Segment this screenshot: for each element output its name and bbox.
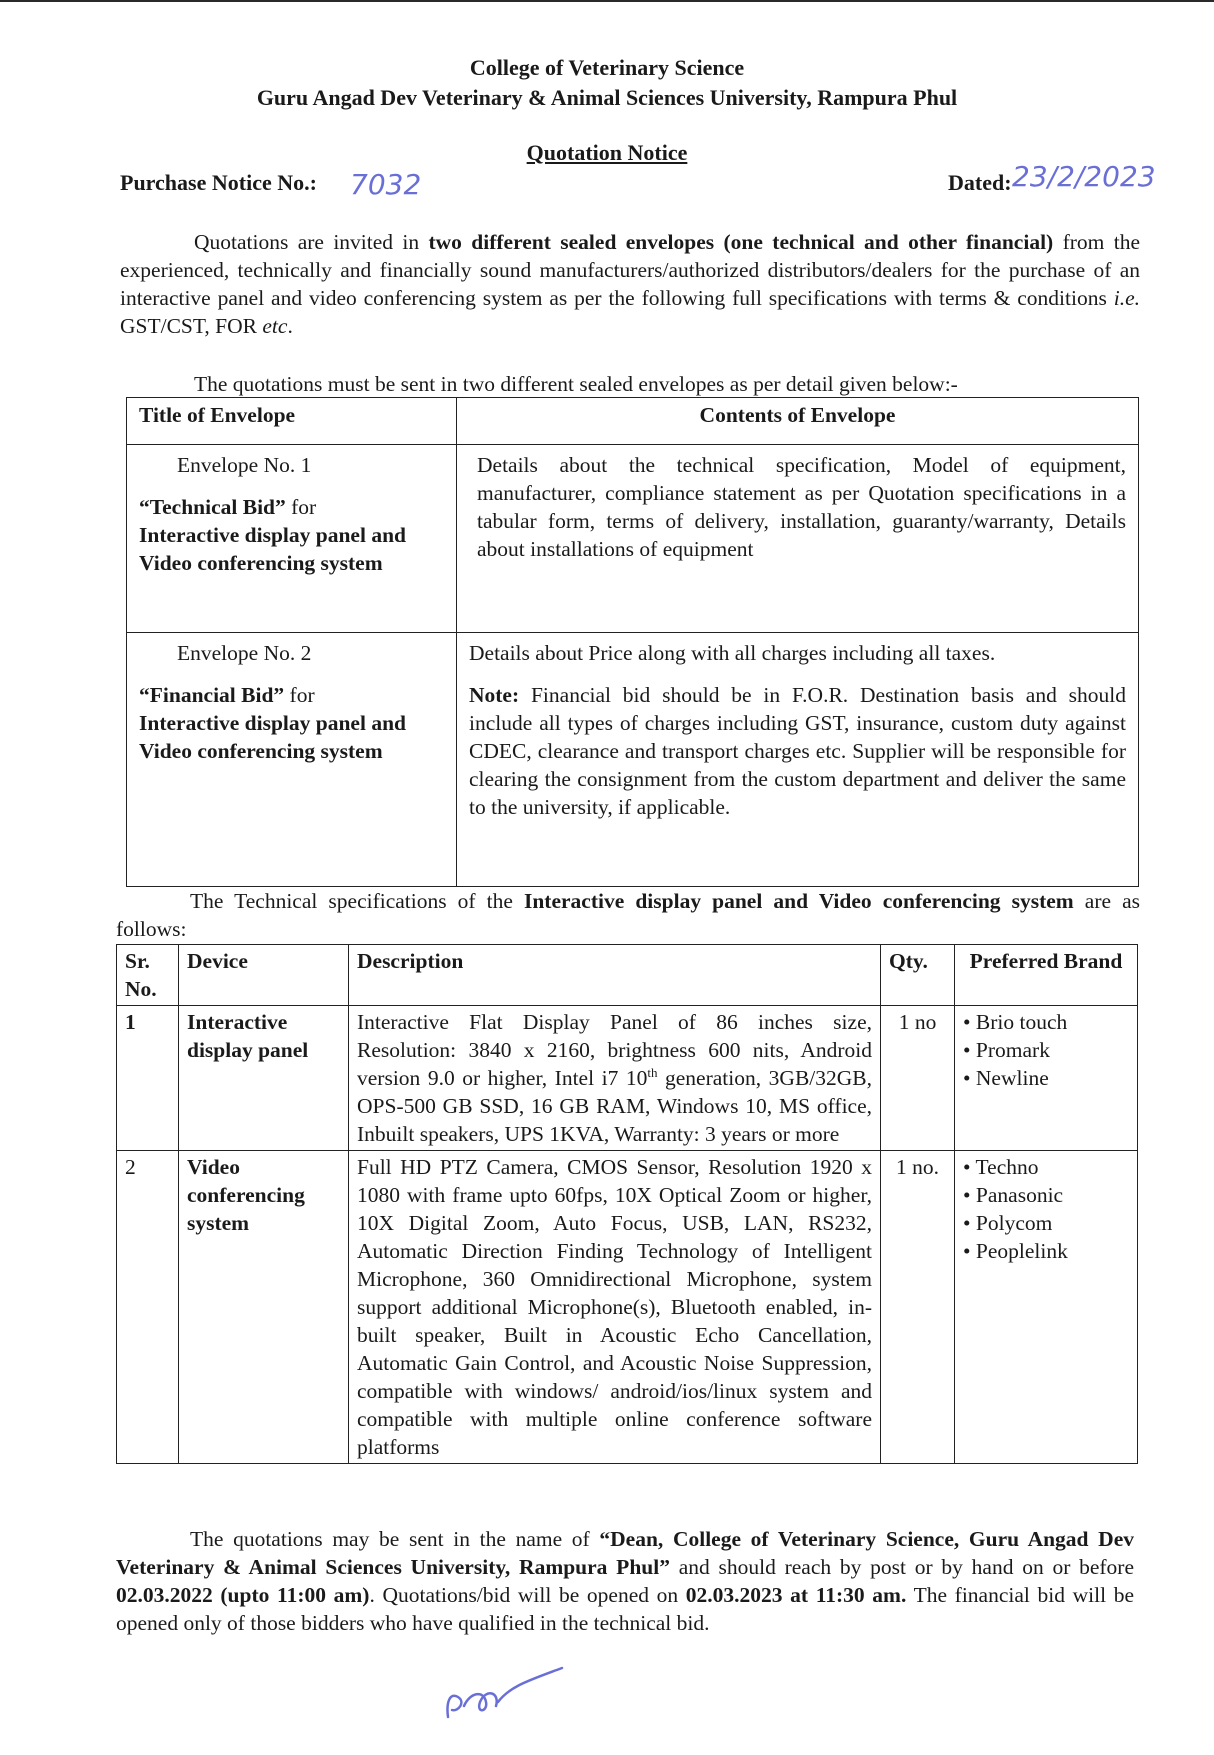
- notice-title: Quotation Notice: [526, 140, 688, 165]
- bid-item: Interactive display panel and Video conferencing system: [139, 523, 406, 575]
- spec-table-header: [117, 945, 1138, 1006]
- list-item: • Techno: [963, 1153, 1129, 1181]
- envelope-number: Envelope No. 1: [177, 453, 312, 477]
- purchase-notice-label: Purchase Notice No.:: [120, 170, 317, 195]
- dated-label: Dated:: [948, 170, 1012, 195]
- sr-cell: 2: [117, 1151, 179, 1464]
- col-title-of-envelope: Title of Envelope: [127, 398, 457, 445]
- table-row: [127, 445, 1139, 633]
- brand-cell: [955, 1006, 1138, 1151]
- device-cell: Interactive display panel: [179, 1006, 349, 1151]
- col-preferred-brand: Preferred Brand: [955, 945, 1138, 1006]
- col-device: Device: [179, 945, 349, 1006]
- col-sr-no: Sr. No.: [117, 945, 179, 1006]
- envelope-title-cell: [127, 445, 457, 633]
- envelope-content: Details about the technical specification, Model of equipment, manufacturer, compliance statement as per Quotation specifications in a tabular form, terms of delivery, installation, guaranty/warranty, Details about installations of equipment: [477, 453, 1126, 561]
- list-item: • Polycom: [963, 1209, 1129, 1237]
- bid-item: Interactive display panel and Video conferencing system: [139, 711, 406, 763]
- spec-intro: The Technical specifications of the Interactive display panel and Video conferencing system are as follows:: [116, 889, 1140, 941]
- brand-list: [963, 1153, 1129, 1265]
- qty-cell: 1 no: [881, 1006, 955, 1151]
- envelope-content-cell: [457, 633, 1139, 887]
- col-description: Description: [349, 945, 881, 1006]
- device-cell: Video conferencing system: [179, 1151, 349, 1464]
- description-cell: Full HD PTZ Camera, CMOS Sensor, Resolution 1920 x 1080 with frame upto 60fps, 10X Optical Zoom or higher, 10X Digital Zoom, Auto Focus, USB, LAN, RS232, Automatic Direction Finding Technology of Intelligent Microphone, 360 Omnidirectional Microphone, system support additional Microphone(s), Bluetooth enabled, in-built speaker, Built in Acoustic Echo Cancellation, Automatic Gain Control, and Acoustic Noise Suppression, compatible with windows/ android/ios/linux system and compatible with multiple online conference software platforms: [349, 1151, 881, 1464]
- signature-scribble: [440, 1662, 570, 1732]
- brand-list: [963, 1008, 1129, 1092]
- closing-paragraph: The quotations may be sent in the name of “Dean, College of Veterinary Science, Guru Angad Dev Veterinary & Animal Sciences University, Rampura Phul” and should reach by post or by hand on or before 02.03.2022 (upto 11:00 am). Quotations/bid will be opened on 02.03.2023 at 11:30 am. The financial bid will be opened only of those bidders who have qualified in the technical bid.: [116, 1527, 1135, 1635]
- brand-cell: [955, 1151, 1138, 1464]
- university-name: Guru Angad Dev Veterinary & Animal Sciences University, Rampura Phul: [256, 85, 958, 110]
- list-item: • Peoplelink: [963, 1237, 1129, 1265]
- envelope-note: Note: Financial bid should be in F.O.R. Destination basis and should include all types of charges including GST, insurance, custom duty against CDEC, clearance and transport charges etc. Supplier will be responsible for clearing the consignment from the custom department and deliver the same to the university, if applicable.: [469, 683, 1126, 819]
- college-name: College of Veterinary Science: [469, 55, 745, 80]
- bid-title: “Financial Bid” for: [139, 683, 315, 707]
- table-row: [117, 1151, 1138, 1464]
- signature-stroke: [447, 1668, 562, 1717]
- envelope-content: Details about Price along with all charges including all taxes.: [469, 641, 996, 665]
- envelope-table-header: [127, 398, 1139, 445]
- envelope-number: Envelope No. 2: [177, 641, 312, 665]
- purchase-notice-number: 7032: [350, 168, 422, 201]
- col-qty: Qty.: [881, 945, 955, 1006]
- envelope-title-cell: [127, 633, 457, 887]
- envelope-table: [126, 397, 1139, 887]
- bid-title: “Technical Bid” for: [139, 495, 317, 519]
- intro-paragraph: Quotations are invited in two different sealed envelopes (one technical and other financial) from the experienced, technically and financially sound manufacturers/authorized distributors/dealers for the purchase of an interactive panel and video conferencing system as per the following full specifications with terms & conditions i.e. GST/CST, FOR etc.: [120, 230, 1141, 338]
- spec-table: [116, 944, 1138, 1464]
- top-border: [0, 0, 1214, 2]
- description-cell: Interactive Flat Display Panel of 86 inches size, Resolution: 3840 x 2160, brightness 600 nits, Android version 9.0 or higher, Intel i7 10th generation, 3GB/32GB, OPS-500 GB SSD, 16 GB RAM, Windows 10, MS office, Inbuilt speakers, UPS 1KVA, Warranty: 3 years or more: [349, 1006, 881, 1151]
- sr-cell: 1: [117, 1006, 179, 1151]
- col-contents-of-envelope: Contents of Envelope: [457, 398, 1139, 445]
- list-item: • Newline: [963, 1064, 1129, 1092]
- list-item: • Brio touch: [963, 1008, 1129, 1036]
- list-item: • Panasonic: [963, 1181, 1129, 1209]
- dated-value: 23/2/2023: [1012, 160, 1156, 193]
- table-row: [117, 1006, 1138, 1151]
- list-item: • Promark: [963, 1036, 1129, 1064]
- envelope-intro: The quotations must be sent in two different sealed envelopes as per detail given below:-: [194, 372, 958, 396]
- table-row: [127, 633, 1139, 887]
- qty-cell: 1 no.: [881, 1151, 955, 1464]
- envelope-content-cell: [457, 445, 1139, 633]
